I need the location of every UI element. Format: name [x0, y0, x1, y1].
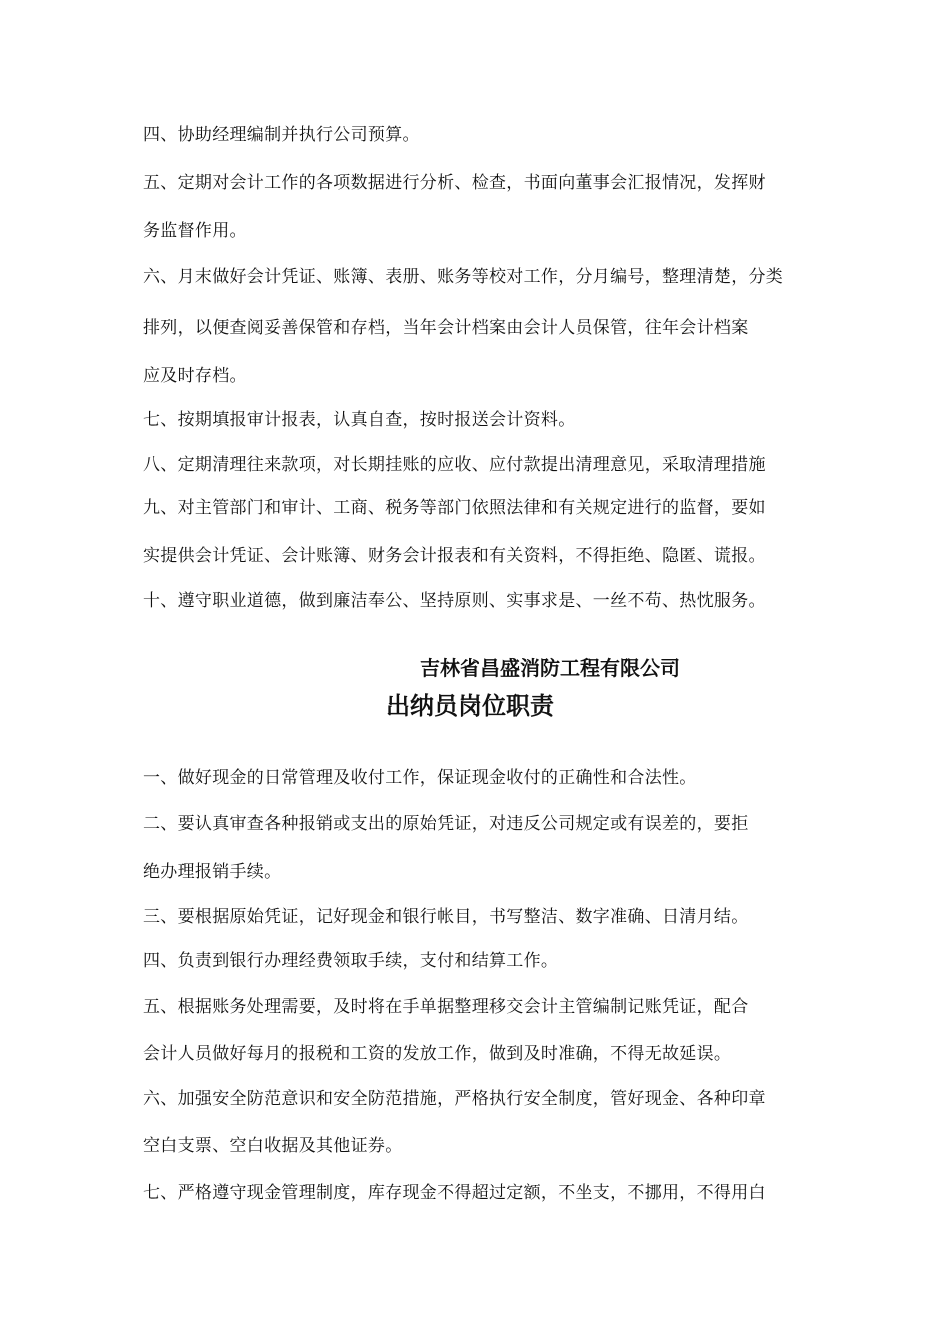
- duty-line: 会计人员做好每月的报税和工资的发放工作，做到及时准确，不得无故延误。: [143, 1044, 732, 1064]
- duty-line: 务监督作用。: [143, 221, 247, 241]
- duty-line: 实提供会计凭证、会计账簿、财务会计报表和有关资料，不得拒绝、隐匿、谎报。: [143, 546, 766, 566]
- duty-line: 二、要认真审查各种报销或支出的原始凭证，对违反公司规定或有误差的，要拒: [143, 814, 749, 834]
- duty-line: 空白支票、空白收据及其他证券。: [143, 1136, 403, 1156]
- duty-line: 应及时存档。: [143, 366, 247, 386]
- duty-line: 绝办理报销手续。: [143, 862, 282, 882]
- duty-line: 五、根据账务处理需要，及时将在手单据整理移交会计主管编制记账凭证，配合: [143, 997, 749, 1017]
- duty-line: 六、月末做好会计凭证、账簿、表册、账务等校对工作，分月编号，整理清楚，分类: [143, 267, 784, 287]
- duty-line: 四、负责到银行办理经费领取手续，支付和结算工作。: [143, 951, 559, 971]
- duty-line: 三、要根据原始凭证，记好现金和银行帐目，书写整洁、数字准确、日清月结。: [143, 907, 749, 927]
- duty-line: 九、对主管部门和审计、工商、税务等部门依照法律和有关规定进行的监督，要如: [143, 498, 766, 518]
- duty-line: 五、定期对会计工作的各项数据进行分析、检查，书面向董事会汇报情况，发挥财: [143, 173, 766, 193]
- page-title: 出纳员岗位职责: [386, 692, 554, 720]
- duty-line: 七、按期填报审计报表，认真自查，按时报送会计资料。: [143, 410, 576, 430]
- duty-line: 七、严格遵守现金管理制度，库存现金不得超过定额，不坐支，不挪用，不得用白: [143, 1183, 766, 1203]
- duty-line: 八、定期清理往来款项，对长期挂账的应收、应付款提出清理意见，采取清理措施: [143, 455, 766, 475]
- duty-line: 一、做好现金的日常管理及收付工作，保证现金收付的正确性和合法性。: [143, 768, 697, 788]
- duty-line: 六、加强安全防范意识和安全防范措施，严格执行安全制度，管好现金、各种印章: [143, 1089, 766, 1109]
- duty-line: 四、协助经理编制并执行公司预算。: [143, 125, 420, 145]
- duty-line: 十、遵守职业道德，做到廉洁奉公、坚持原则、实事求是、一丝不苟、热忱服务。: [143, 591, 766, 611]
- duty-line: 排列，以便查阅妥善保管和存档，当年会计档案由会计人员保管，往年会计档案: [143, 318, 749, 338]
- company-name: 吉林省昌盛消防工程有限公司: [420, 656, 680, 680]
